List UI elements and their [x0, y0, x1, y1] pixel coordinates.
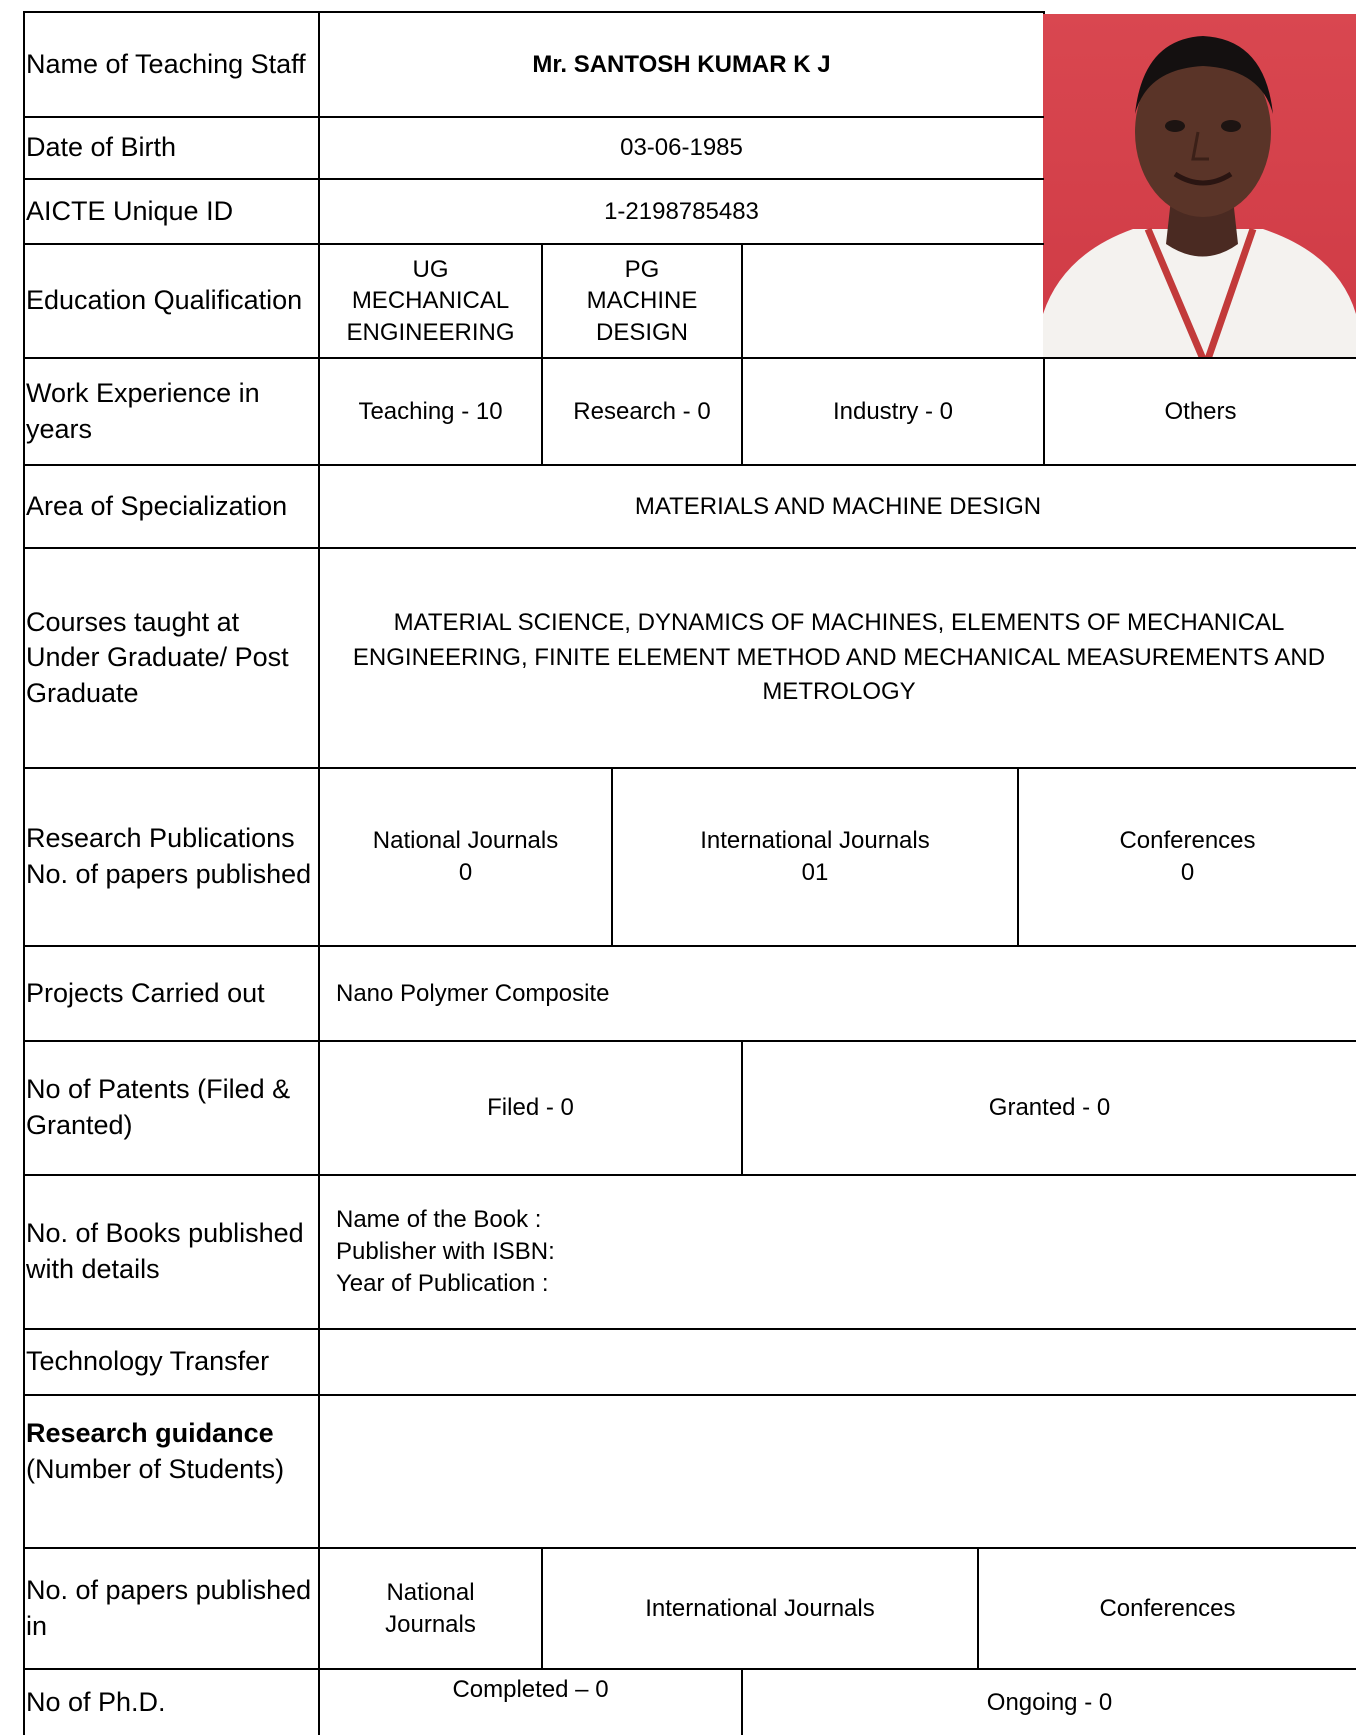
experience-others: Others: [1164, 397, 1237, 425]
staff-name: Mr. SANTOSH KUMAR K J: [532, 50, 831, 78]
pg-line-3: DESIGN: [595, 318, 688, 346]
phd-completed: Completed – 0: [452, 1676, 609, 1704]
book-name: Name of the Book :: [336, 1206, 542, 1234]
courses-label: Courses taught at Under Graduate/ Post Graduate: [26, 606, 289, 708]
ug-line-1: UG: [412, 256, 449, 284]
education-ug: [320, 245, 541, 357]
publications-international: [613, 769, 1017, 945]
specialization-label: Area of Specialization: [26, 490, 288, 521]
ug-line-2: MECHANICAL: [351, 287, 510, 315]
projects-value: Nano Polymer Composite: [336, 979, 610, 1007]
specialization-value: MATERIALS AND MACHINE DESIGN: [634, 492, 1042, 520]
guidance-label: [26, 1396, 316, 1547]
staff-photo: [1043, 14, 1356, 359]
books-details: [336, 1176, 1346, 1328]
phd-label: No of Ph.D.: [26, 1686, 166, 1717]
pg-line-2: MACHINE: [586, 287, 698, 315]
books-label: No. of Books published with details: [26, 1218, 304, 1284]
national-journals-label: National Journals: [372, 827, 559, 855]
courses-value: MATERIAL SCIENCE, DYNAMICS OF MACHINES, ELEMENTS OF MECHANICAL ENGINEERING, FINITE ELEMENT METHOD AND MECHANICAL MEASUREMENTS AND METROLOGY: [352, 608, 1326, 706]
aicte-label: AICTE Unique ID: [26, 195, 234, 226]
publications-national: [320, 769, 611, 945]
person-photo-icon: [1043, 14, 1356, 359]
education-pg: [543, 245, 741, 357]
conferences-label: Conferences: [1119, 827, 1256, 855]
conferences-count: 0: [1180, 859, 1195, 886]
guidance-label-bold: Research guidance: [26, 1418, 274, 1448]
experience-research: Research - 0: [573, 397, 711, 425]
publications-label: Research Publications No. of papers published: [26, 823, 312, 889]
ug-line-3: ENGINEERING: [346, 318, 515, 346]
experience-industry: Industry - 0: [832, 397, 954, 425]
dob-label: Date of Birth: [26, 132, 177, 163]
education-label: Education Qualification: [26, 285, 303, 316]
patents-granted: Granted - 0: [988, 1094, 1111, 1122]
papers-in-label: No. of papers published in: [26, 1574, 312, 1641]
tech-transfer-label: Technology Transfer: [26, 1346, 270, 1377]
guidance-label-rest: (Number of Students): [26, 1453, 285, 1484]
experience-teaching: Teaching - 10: [358, 397, 503, 425]
patents-label: No of Patents (Filed & Granted): [26, 1074, 291, 1140]
phd-ongoing: Ongoing - 0: [986, 1688, 1113, 1716]
papers-international: International Journals: [645, 1594, 875, 1622]
book-publisher: Publisher with ISBN:: [336, 1238, 555, 1266]
aicte-id: 1-2198785483: [604, 197, 759, 225]
book-year: Year of Publication :: [336, 1269, 549, 1297]
pg-line-1: PG: [624, 256, 660, 284]
dob-value: 03-06-1985: [620, 134, 743, 162]
projects-label: Projects Carried out: [26, 977, 265, 1008]
international-journals-label: International Journals: [700, 827, 930, 855]
publications-conferences: [1019, 769, 1356, 945]
national-journals-count: 0: [458, 859, 473, 886]
patents-filed: Filed - 0: [487, 1094, 574, 1122]
papers-national: National Journals: [385, 1578, 476, 1638]
name-label: Name of Teaching Staff: [26, 48, 306, 79]
papers-conferences: Conferences: [1099, 1594, 1236, 1622]
experience-label: Work Experience in years: [26, 377, 260, 444]
international-journals-count: 01: [801, 859, 829, 886]
